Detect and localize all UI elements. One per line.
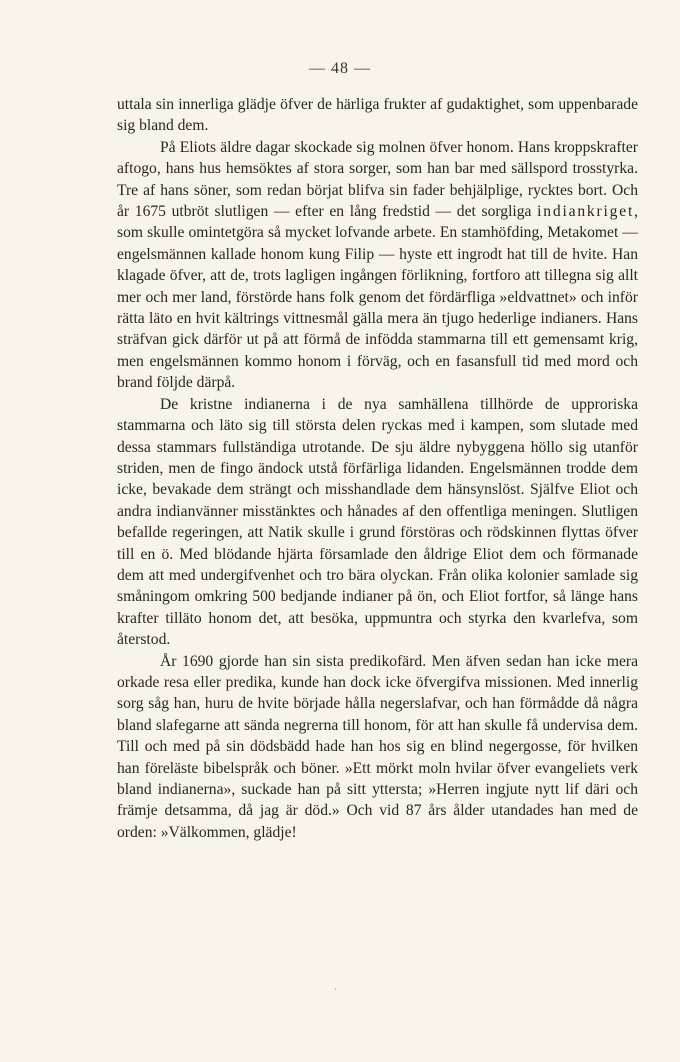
paragraph-2 [117, 137, 638, 394]
paragraph-1: uttala sin innerliga glädje öfver de härliga frukter af gudaktighet, som uppenbarade sig bland dem. [117, 96, 638, 135]
paragraph-2-part-2: , som skulle omintetgöra så mycket lofvande arbete. En stamhöfding, Metakomet — engelsmännen kallade honom kung Filip — hyste ett ingrodt hat till de hvite. Han klagade öfver, att de, trots lagligen ingången förlikning, fortforo att tillegna sig allt mer och mer land, förstörde hans folk genom det fördärfliga »eldvattnet» och inför rätta läto en hvit kältrings vittnesmål gälla mera än tjugo hederlige indianers. Hans sträfvan gick därför ut på att förmå de infödda stammarna till ett gemensamt krig, men engelsmännen kommo honom i förväg, och en fasansfull tid med mord och brand följde därpå. [117, 203, 638, 392]
paragraph-2-spaced-word: indiankriget [537, 203, 635, 221]
body-text [117, 94, 638, 843]
paragraph-2-part-1: På Eliots äldre dagar skockade sig molnen öfver honom. Hans kroppskrafter aftogo, hans hus hemsöktes af stora sorger, som han bar med sällspord trosstyrka. Tre af hans söner, som redan börjat blifva sin fader behjälplige, rycktes bort. Och år 1675 utbröt slutligen — efter en lång fredstid — det sorgliga [117, 138, 638, 221]
paragraph-4: År 1690 gjorde han sin sista predikofärd. Men äfven sedan han icke mera orkade resa eller predika, kunde han dock icke öfvergifva missionen. Med innerlig sorg såg han, huru de hvite började hålla negerslafvar, och han förmådde då några bland slafegarne att sända negrerna till honom, för att han skulle få undervisa dem. Till och med på sin dödsbädd hade han hos sig en blind negergosse, för hvilken han föreläste bibelspråk och böner. »Ett mörkt moln hvilar öfver evangeliets verk bland indianerna», suckade han på sitt yttersta; »Herren ingjute nytt lif däri och främje detsamma, då jag är död.» Och vid 87 års ålder utandades han med de orden: »Välkommen, glädje! [117, 652, 638, 841]
page-number: — 48 — [309, 60, 371, 77]
paper-speck-mark: · [334, 985, 337, 995]
paragraph-3: De kristne indianerna i de nya samhällena tillhörde de upproriska stammarna och läto sig till största delen ryckas med i kampen, som slutade med dessa stammars fullständiga utrotande. De sju äldre nybyggena höllo sig utanför striden, men de fingo ändock utstå förfärliga lidanden. Engelsmännen trodde dem icke, bevakade dem strängt och misshandlade dem hänsynslöst. Själfve Eliot och andra indianvänner misstänktes och hånades af den offentliga meningen. Slutligen befallde regeringen, att Natik skulle i grund förstöras och rödskinnen flyttas öfver till en ö. Med blödande hjärta församlade den åldrige Eliot dem och förmanade dem att med undergifvenhet och tro bära olyckan. Från olika kolonier samlade sig småningom omkring 500 bedjande indianer på ön, och Eliot fortfor, så länge hans krafter tilläto honom det, att besöka, uppmuntra och styrka den kvarlefva, som återstod. [117, 395, 638, 649]
